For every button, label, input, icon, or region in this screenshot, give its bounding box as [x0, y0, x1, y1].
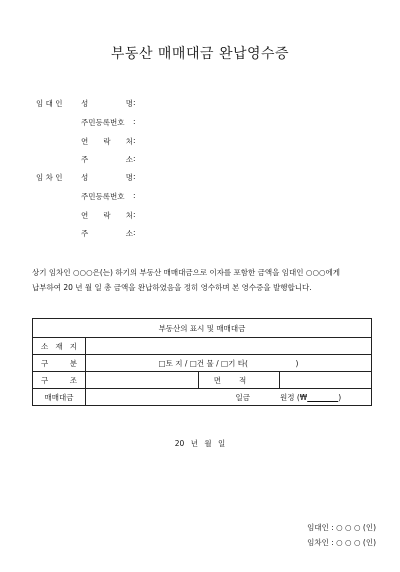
area-label: 면적: [199, 372, 280, 389]
landlord-signature: 임대인 : ○ ○ ○ (인): [307, 523, 376, 532]
landlord-address-label: 주 소: [81, 155, 133, 164]
statement-line-1: 상기 임차인 ○○○은(는) 하기의 부동산 매매대금으로 이자를 포함한 금액을 임대인 ○○○에게: [32, 268, 341, 277]
tenant-signature: 임차인 : ○ ○ ○ (인): [307, 538, 376, 547]
landlord-name-label: 성 명: [81, 99, 133, 108]
statement-line-2: 납부하여 20 년 월 일 총 금액을 완납하였음을 정히 영수하며 본 영수증을 발행합니다.: [32, 283, 312, 292]
landlord-label: 임 대 인: [36, 99, 63, 108]
landlord-contact-label: 연 락 처: [81, 137, 133, 146]
tenant-contact-label: 연 락 처: [81, 211, 133, 220]
area-value: [280, 372, 372, 389]
landlord-id-label: 주민등록번호: [81, 118, 125, 127]
page-title: 부동산 매매대금 완납영수증: [110, 46, 290, 62]
colon: :: [133, 154, 136, 163]
structure-value: [86, 372, 199, 389]
price-label: 매매대금: [33, 389, 86, 406]
type-label: 구 분: [33, 355, 86, 372]
tenant-address-label: 주 소: [81, 229, 133, 238]
location-label: 소 재 지: [33, 338, 86, 355]
table-header: 부동산의 표시 및 매매대금: [33, 319, 372, 338]
price-value: 일금 원정 (₩ ): [86, 389, 372, 406]
colon: :: [133, 117, 136, 126]
colon: :: [133, 136, 136, 145]
tenant-label: 임 차 인: [36, 173, 63, 182]
structure-label: 구 조: [33, 372, 86, 389]
location-value: [86, 338, 372, 355]
colon: :: [133, 98, 136, 107]
tenant-id-label: 주민등록번호: [81, 192, 125, 201]
type-options: □토 지 / □건 물 / □기 타( ): [86, 355, 372, 372]
tenant-name-label: 성 명: [81, 173, 133, 182]
property-table: [32, 318, 372, 406]
colon: :: [133, 210, 136, 219]
colon: :: [133, 172, 136, 181]
colon: :: [133, 228, 136, 237]
colon: :: [133, 191, 136, 200]
issue-date: 20 년 월 일: [174, 439, 226, 448]
